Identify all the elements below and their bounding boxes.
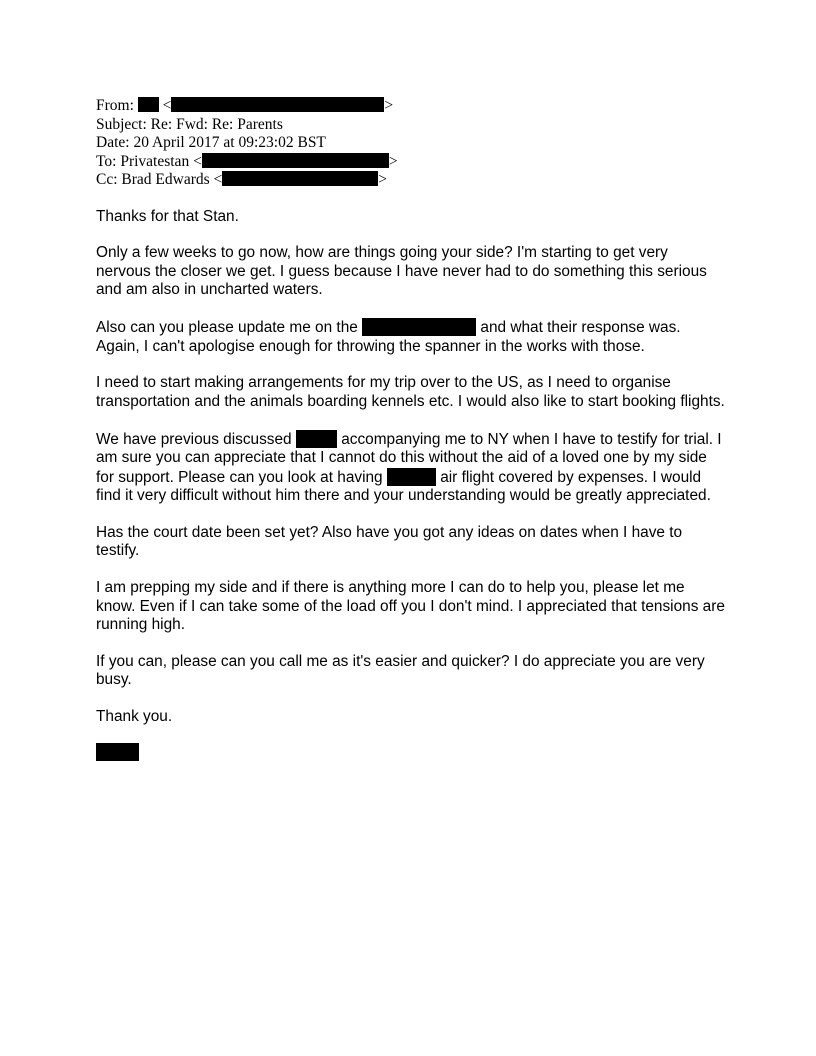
to-close-bracket: > [388,152,398,170]
cc-label: Cc: Brad Edwards < [96,171,223,188]
to-line [96,153,726,172]
cc-line [96,171,726,190]
to-label: To: Privatestan < [96,152,202,170]
from-label: From: [96,97,134,114]
cc-close-bracket: > [378,171,388,188]
paragraph-2-part-b: and what their response was. Again, I can't apologise enough for throwing the spanner in the works with those. [96,319,681,355]
from-line [96,97,726,116]
subject-line: Subject: Re: Fwd: Re: Parents [96,115,283,133]
paragraph-7: If you can, please can you call me as it's easier and quicker? I do appreciate you are very busy. [96,652,705,689]
greeting: Thanks for that Stan. [96,207,239,225]
date-line: Date: 20 April 2017 at 09:23:02 BST [96,134,326,151]
paragraph-4 [96,430,726,506]
signature [96,743,726,762]
redaction-cc-email [222,171,378,186]
redaction-from-email [171,97,384,112]
email-body [96,208,726,763]
redaction-subject [362,318,476,336]
redaction-signature [96,743,139,761]
redaction-companion-name-2 [387,468,436,486]
paragraph-2 [96,318,726,356]
paragraph-5: Has the court date been set yet? Also have you got any ideas on dates when I have to testify. [96,523,683,560]
paragraph-6: I am prepping my side and if there is anything more I can do to help you, please let me know. Even if I can take some of the load off you I don't mind. I appreciated that tensions are running high. [96,579,725,633]
paragraph-2-part-a: Also can you please update me on the [96,319,358,337]
paragraph-4-part-b: accompanying me to NY when I have to testify for trial. I am sure you can appreciate that I cannot do this without the aid of a loved one by my side for support. Please can you look at having [96,430,722,486]
paragraph-4-part-c: air flight covered by expenses. I would find it very difficult without him there and your understanding would be greatly appreciated. [96,468,711,504]
from-open-bracket: < [162,97,172,114]
email-header [96,97,726,190]
paragraph-1: Only a few weeks to go now, how are things going your side? I'm starting to get very nervous the closer we get. I guess because I have never had to do something this serious and am also in uncharted waters. [96,244,707,299]
paragraph-4-part-a: We have previous discussed [96,430,292,448]
from-close-bracket: > [384,97,394,114]
paragraph-3: I need to start making arrangements for my trip over to the US, as I need to organise transportation and the animals boarding kennels etc. I would also like to start booking flights. [96,374,725,410]
redaction-companion-name [296,430,337,448]
email-document [96,97,726,763]
closing: Thank you. [96,708,173,726]
redaction-to-email [202,153,389,168]
redaction-from-name [138,97,159,112]
